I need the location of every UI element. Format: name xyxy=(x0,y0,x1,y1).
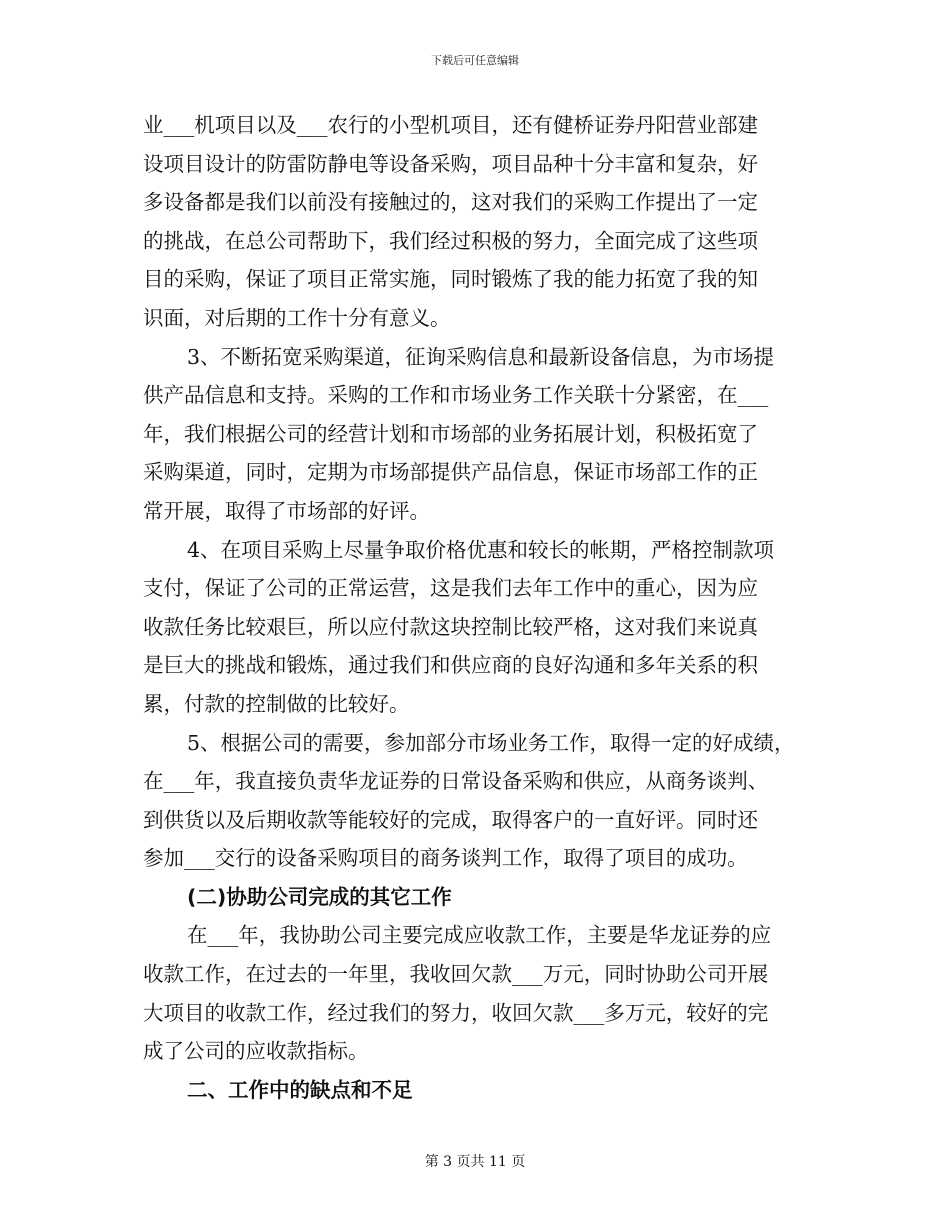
section-heading: 二、工作中的缺点和不足 xyxy=(187,1077,413,1102)
paragraph-line: 多设备都是我们以前没有接触过的，这对我们的采购工作提出了一定 xyxy=(143,190,758,215)
paragraph-line: 大项目的收款工作，经过我们的努力，收回欠款___多万元，较好的完 xyxy=(143,1000,769,1025)
paragraph-line: 5、根据公司的需要，参加部分市场业务工作，取得一定的好成绩， xyxy=(187,730,795,755)
paragraph-line: 采购渠道，同时，定期为市场部提供产品信息，保证市场部工作的正 xyxy=(143,460,758,485)
paragraph-line: 到供货以及后期收款等能较好的完成，取得客户的一直好评。同时还 xyxy=(143,807,758,832)
paragraph-line: 识面，对后期的工作十分有意义。 xyxy=(143,305,451,330)
paragraph-line: 供产品信息和支持。采购的工作和市场业务工作关联十分紧密，在___ xyxy=(143,383,769,408)
paragraph-line: 设项目设计的防雷防静电等设备采购，项目品种十分丰富和复杂，好 xyxy=(143,151,758,176)
page-footer: 第 3 页共 11 页 xyxy=(424,1154,526,1170)
document-body xyxy=(143,106,811,1109)
paragraph-line: 目的采购，保证了项目正常实施，同时锻炼了我的能力拓宽了我的知 xyxy=(143,267,758,292)
paragraph-line: 业___机项目以及___农行的小型机项目，还有健桥证券丹阳营业部建 xyxy=(143,113,758,137)
paragraph-line: 是巨大的挑战和锻炼，通过我们和供应商的良好沟通和多年关系的积 xyxy=(143,653,758,678)
paragraph-line: 收款任务比较艰巨，所以应付款这块控制比较严格，这对我们来说真 xyxy=(143,614,758,639)
paragraph-line: 4、在项目采购上尽量争取价格优惠和较长的帐期，严格控制款项 xyxy=(187,537,775,562)
paragraph-line: 参加___交行的设备采购项目的商务谈判工作，取得了项目的成功。 xyxy=(143,846,748,871)
paragraph-line: 收款工作，在过去的一年里，我收回欠款___万元，同时协助公司开展 xyxy=(143,962,769,987)
paragraph-line: 支付，保证了公司的正常运营，这是我们去年工作中的重心，因为应 xyxy=(143,576,758,601)
paragraph-line: 的挑战，在总公司帮助下，我们经过积极的努力，全面完成了这些项 xyxy=(143,228,758,253)
section-heading: (二)协助公司完成的其它工作 xyxy=(187,884,452,909)
page-header: 下载后可任意编辑 xyxy=(431,54,519,67)
paragraph-line: 在___年，我协助公司主要完成应收款工作，主要是华龙证券的应 xyxy=(187,923,772,948)
paragraph-line: 常开展，取得了市场部的好评。 xyxy=(143,498,430,523)
paragraph-line: 年，我们根据公司的经营计划和市场部的业务拓展计划，积极拓宽了 xyxy=(143,421,758,446)
paragraph-line: 在___年，我直接负责华龙证券的日常设备采购和供应，从商务谈判、 xyxy=(143,769,769,794)
paragraph-line: 3、不断拓宽采购渠道，征询采购信息和最新设备信息，为市场提 xyxy=(187,344,775,369)
paragraph-line: 累，付款的控制做的比较好。 xyxy=(143,691,410,716)
paragraph-line: 成了公司的应收款指标。 xyxy=(143,1039,369,1064)
